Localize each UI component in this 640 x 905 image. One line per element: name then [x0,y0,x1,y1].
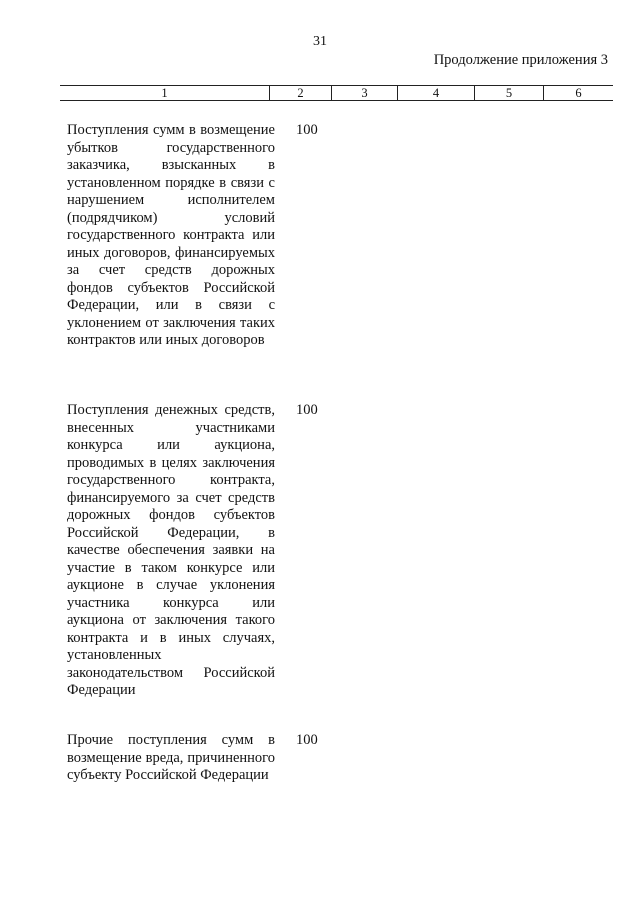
row-value: 100 [296,732,318,748]
row-description: Поступления денежных средств, внесенных участниками конкурса или аукциона, проводимых в целях заключения государственного контракта, финансируемого за счет средств дорожных фондов субъектов Российской Федерации, в качестве обеспечения заявки на участие в таком конкурсе или аукционе в случае уклонения участника конкурса или аукциона от заключения такого контракта и в иных случаях, установленных законодательством Российской Федерации [67,402,275,698]
table-row [67,402,275,700]
table-header-row [60,86,613,100]
row-value: 100 [296,122,318,138]
column-header-3: 3 [332,86,398,100]
continuation-label: Продолжение приложения 3 [433,52,608,68]
table-row [67,732,275,785]
row-description: Поступления сумм в возмещение убытков государственного заказчика, взысканных в установленном порядке в связи с нарушением исполнителем (подрядчиком) условий государственного контракта или иных договоров, финансируемых за счет средств дорожных фондов субъектов Российской Федерации, или в связи с уклонением от заключения таких контрактов или иных договоров [67,122,275,348]
row-description: Прочие поступления сумм в возмещение вреда, причиненного субъекту Российской Федерации [67,732,275,783]
row-value: 100 [296,402,318,418]
table-row [67,122,275,350]
table-header-bottom-rule [60,100,613,101]
page-number: 31 [313,34,327,49]
column-header-6: 6 [575,86,582,100]
column-header-5: 5 [475,86,544,100]
column-header-4: 4 [398,86,475,100]
column-header-1: 1 [60,86,270,100]
column-header-2: 2 [270,86,332,100]
